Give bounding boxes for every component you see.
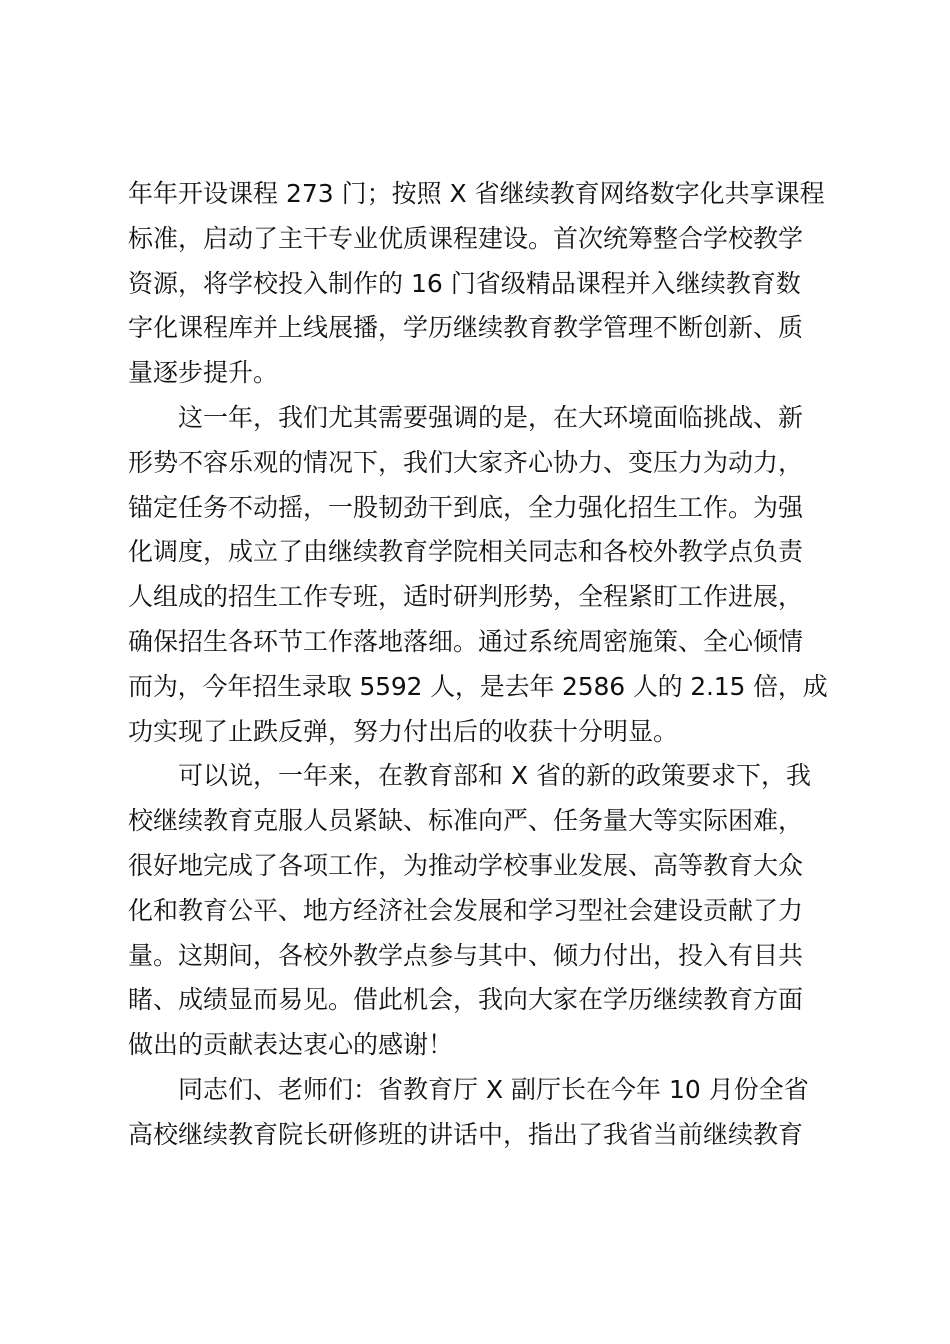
- text-line: 高校继续教育院长研修班的讲话中，指出了我省当前继续教育: [128, 1119, 804, 1149]
- paragraph-first-line: 这一年，我们尤其需要强调的是，在大环境面临挑战、新: [178, 402, 804, 432]
- text-line: 资源，将学校投入制作的 16 门省级精品课程并入继续教育数: [128, 268, 801, 298]
- text-line: 量逐步提升。: [128, 358, 279, 388]
- paragraph-first-line: 可以说，一年来，在教育部和 X 省的新的政策要求下，我: [178, 761, 812, 791]
- text-line: 确保招生各环节工作落地落细。通过系统周密施策、全心倾情: [128, 626, 804, 656]
- text-line: 化调度，成立了由继续教育学院相关同志和各校外教学点负责: [128, 537, 804, 567]
- text-line: 功实现了止跌反弹，努力付出后的收获十分明显。: [128, 716, 679, 746]
- text-line: 锚定任务不动摇，一股韧劲干到底，全力强化招生工作。为强: [128, 492, 804, 522]
- text-line: 标准，启动了主干专业优质课程建设。首次统筹整合学校教学: [128, 223, 804, 253]
- text-line: 做出的贡献表达衷心的感谢！: [128, 1030, 454, 1060]
- text-line: 化和教育公平、地方经济社会发展和学习型社会建设贡献了力: [128, 895, 804, 925]
- text-line: 人组成的招生工作专班，适时研判形势，全程紧盯工作进展，: [128, 582, 804, 612]
- text-line: 很好地完成了各项工作，为推动学校事业发展、高等教育大众: [128, 850, 804, 880]
- text-line: 校继续教育克服人员紧缺、标准向严、任务量大等实际困难，: [128, 806, 804, 836]
- document-body: [128, 172, 828, 1158]
- text-line: 而为，今年招生录取 5592 人，是去年 2586 人的 2.15 倍，成: [128, 671, 828, 701]
- text-line: 形势不容乐观的情况下，我们大家齐心协力、变压力为动力，: [128, 447, 804, 477]
- paragraph-first-line: 同志们、老师们：省教育厅 X 副厅长在今年 10 月份全省: [178, 1074, 809, 1104]
- text-line: 年年开设课程 273 门；按照 X 省继续教育网络数字化共享课程: [128, 179, 825, 208]
- text-line: 睹、成绩显而易见。借此机会，我向大家在学历继续教育方面: [128, 985, 804, 1015]
- text-line: 字化课程库并上线展播，学历继续教育教学管理不断创新、质: [128, 313, 804, 343]
- text-line: 量。这期间，各校外教学点参与其中、倾力付出，投入有目共: [128, 940, 804, 970]
